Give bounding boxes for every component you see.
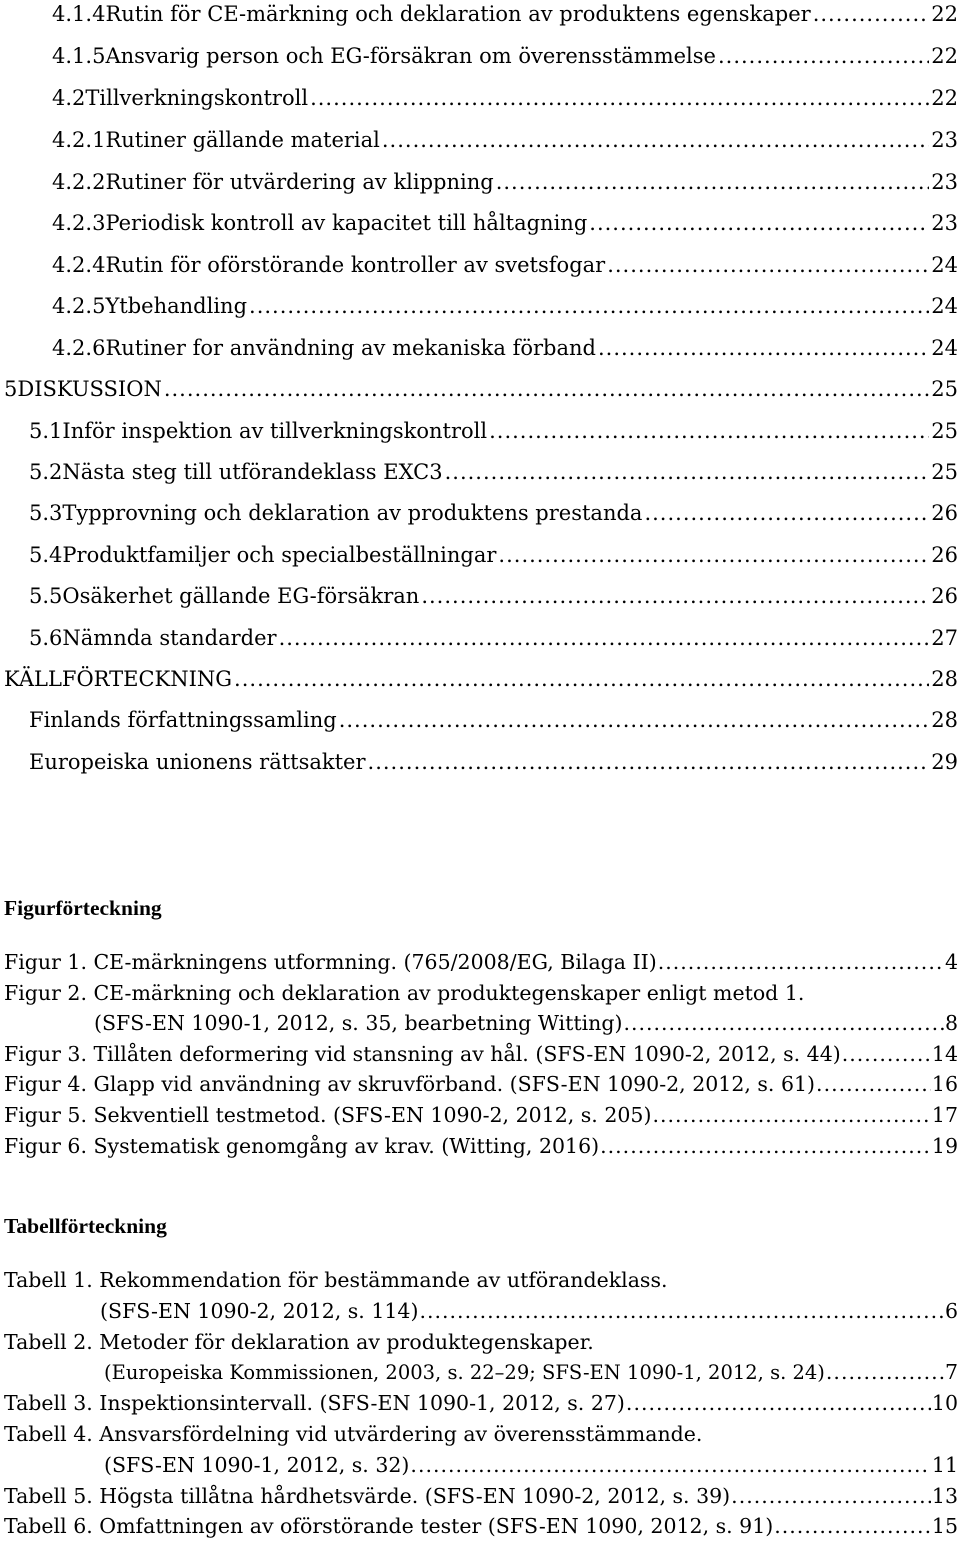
toc-page: 24 bbox=[931, 253, 958, 277]
toc-leader bbox=[279, 625, 930, 651]
toc-page: 27 bbox=[931, 626, 958, 650]
toc-leader bbox=[164, 376, 929, 402]
toc-number: 4.2.6 bbox=[52, 336, 106, 360]
table-caption-cont: (SFS-EN 1090-2, 2012, s. 114) bbox=[100, 1299, 419, 1323]
toc-leader bbox=[718, 43, 929, 69]
toc-page: 23 bbox=[931, 128, 958, 152]
toc-title: Ansvarig person och EG-försäkran om överensstämmelse bbox=[105, 44, 716, 68]
table-entry bbox=[100, 1298, 958, 1324]
toc-page: 29 bbox=[931, 750, 958, 774]
table-page: 15 bbox=[931, 1514, 958, 1538]
table-page: 10 bbox=[931, 1391, 958, 1415]
toc-entry bbox=[52, 169, 958, 195]
toc-page: 26 bbox=[931, 543, 958, 567]
toc-page: 22 bbox=[931, 44, 958, 68]
figure-leader bbox=[842, 1041, 931, 1067]
figure-leader bbox=[816, 1071, 931, 1097]
figure-leader bbox=[652, 1102, 930, 1128]
toc-number: 5 bbox=[4, 377, 18, 401]
toc-title: Produktfamiljer och specialbeställningar bbox=[62, 543, 497, 567]
toc-entry bbox=[29, 500, 958, 526]
toc-number: 5.3 bbox=[29, 501, 63, 525]
table-entry bbox=[4, 1513, 958, 1539]
figure-leader bbox=[658, 949, 944, 975]
table-leader bbox=[626, 1390, 931, 1416]
table-caption-cont: (SFS-EN 1090-1, 2012, s. 32) bbox=[104, 1453, 410, 1477]
toc-title: Rutin för CE-märkning och deklaration av produktens egenskaper bbox=[105, 2, 811, 26]
toc-entry bbox=[29, 418, 958, 444]
toc-leader bbox=[589, 210, 929, 236]
toc-leader bbox=[489, 418, 929, 444]
toc-page: 23 bbox=[931, 170, 958, 194]
toc-number: 5.2 bbox=[29, 460, 63, 484]
toc-page: 28 bbox=[931, 708, 958, 732]
table-page: 7 bbox=[944, 1360, 958, 1384]
toc-leader bbox=[368, 749, 930, 775]
table-entry bbox=[104, 1359, 958, 1386]
figure-page: 17 bbox=[931, 1103, 958, 1127]
toc-leader bbox=[813, 1, 930, 27]
toc-number: 4.2.3 bbox=[52, 211, 106, 235]
table-leader bbox=[826, 1359, 944, 1385]
figure-page: 14 bbox=[931, 1042, 958, 1066]
toc-title: Typprovning och deklaration av produktens prestanda bbox=[62, 501, 643, 525]
toc-entry bbox=[29, 459, 958, 485]
toc-entry bbox=[52, 293, 958, 319]
toc-title: Periodisk kontroll av kapacitet till håltagning bbox=[105, 211, 588, 235]
table-leader bbox=[419, 1298, 943, 1324]
toc-leader bbox=[607, 252, 929, 278]
toc-page: 22 bbox=[931, 2, 958, 26]
table-caption-cont: (Europeiska Kommissionen, 2003, s. 22–29; SFS-EN 1090-1, 2012, s. 24) bbox=[104, 1361, 825, 1384]
figure-entry bbox=[4, 1102, 958, 1128]
toc-leader bbox=[339, 707, 930, 733]
toc-entry bbox=[52, 252, 958, 278]
toc-entry bbox=[29, 707, 958, 733]
toc-number: 5.5 bbox=[29, 584, 63, 608]
toc-entry bbox=[29, 583, 958, 609]
figure-entry bbox=[4, 949, 958, 975]
toc-entry bbox=[52, 85, 958, 111]
figure-page: 19 bbox=[931, 1134, 958, 1158]
table-caption: Tabell 1. Rekommendation för bestämmande av utförandeklass. bbox=[4, 1268, 668, 1292]
toc-entry bbox=[52, 1, 958, 27]
toc-number: 5.4 bbox=[29, 543, 63, 567]
table-page: 13 bbox=[931, 1484, 958, 1508]
table-leader bbox=[410, 1452, 930, 1478]
toc-title: Osäkerhet gällande EG-försäkran bbox=[62, 584, 420, 608]
toc-title: Rutin för oförstörande kontroller av svetsfogar bbox=[105, 253, 606, 277]
toc-number: 4.1.5 bbox=[52, 44, 106, 68]
figure-page: 4 bbox=[944, 950, 958, 974]
tables-heading: Tabellförteckning bbox=[4, 1214, 167, 1238]
toc-leader bbox=[310, 85, 929, 111]
figure-caption: Figur 2. CE-märkning och deklaration av produktegenskaper enligt metod 1. bbox=[4, 981, 805, 1005]
toc-page: 25 bbox=[931, 460, 958, 484]
toc-title: Inför inspektion av tillverkningskontroll bbox=[62, 419, 488, 443]
toc-title: Europeiska unionens rättsakter bbox=[29, 750, 366, 774]
toc-leader bbox=[498, 542, 929, 568]
toc-page: 26 bbox=[931, 501, 958, 525]
table-entry bbox=[104, 1452, 958, 1478]
figure-caption: Figur 1. CE-märkningens utformning. (765/2008/EG, Bilaga II) bbox=[4, 950, 657, 974]
toc-page: 25 bbox=[931, 419, 958, 443]
toc-title: Rutiner gällande material bbox=[105, 128, 380, 152]
toc-entry bbox=[29, 542, 958, 568]
toc-page: 24 bbox=[931, 336, 958, 360]
toc-entry bbox=[4, 376, 958, 402]
figure-caption: Figur 4. Glapp vid användning av skruvförband. (SFS-EN 1090-2, 2012, s. 61) bbox=[4, 1072, 816, 1096]
table-caption: Tabell 4. Ansvarsfördelning vid utvärdering av överensstämmande. bbox=[4, 1422, 703, 1446]
toc-number: 4.2.5 bbox=[52, 294, 106, 318]
toc-entry bbox=[4, 666, 958, 692]
table-caption: Tabell 6. Omfattningen av oförstörande tester (SFS-EN 1090, 2012, s. 91) bbox=[4, 1514, 774, 1538]
toc-title: Ytbehandling bbox=[105, 294, 248, 318]
toc-title: DISKUSSION bbox=[17, 377, 162, 401]
toc-title: Finlands författningssamling bbox=[29, 708, 337, 732]
toc-page: 28 bbox=[931, 667, 958, 691]
table-entry bbox=[4, 1390, 958, 1416]
table-entry bbox=[4, 1483, 958, 1509]
figure-entry bbox=[4, 1071, 958, 1097]
table-caption: Tabell 5. Högsta tillåtna hårdhetsvärde. (SFS-EN 1090-2, 2012, s. 39) bbox=[4, 1484, 731, 1508]
toc-entry bbox=[52, 127, 958, 153]
toc-page: 25 bbox=[931, 377, 958, 401]
figure-page: 8 bbox=[944, 1011, 958, 1035]
toc-entry bbox=[29, 749, 958, 775]
toc-leader bbox=[598, 335, 929, 361]
toc-number: 4.2.2 bbox=[52, 170, 106, 194]
toc-title: Nästa steg till utförandeklass EXC3 bbox=[62, 460, 443, 484]
figure-caption: Figur 5. Sekventiell testmetod. (SFS-EN 1090-2, 2012, s. 205) bbox=[4, 1103, 652, 1127]
toc-entry bbox=[52, 210, 958, 236]
toc-leader bbox=[644, 500, 929, 526]
table-caption: Tabell 3. Inspektionsintervall. (SFS-EN 1090-1, 2012, s. 27) bbox=[4, 1391, 625, 1415]
figures-heading: Figurförteckning bbox=[4, 896, 162, 920]
toc-title: Nämnda standarder bbox=[62, 626, 277, 650]
toc-entry bbox=[52, 335, 958, 361]
toc-page: 22 bbox=[931, 86, 958, 110]
toc-title: Tillverkningskontroll bbox=[85, 86, 309, 110]
toc-number: 4.2 bbox=[52, 86, 86, 110]
toc-title: Rutiner for användning av mekaniska förband bbox=[105, 336, 596, 360]
figure-entry bbox=[4, 1133, 958, 1159]
toc-leader bbox=[234, 666, 929, 692]
toc-page: 24 bbox=[931, 294, 958, 318]
figure-entry bbox=[94, 1010, 958, 1036]
toc-number: 5.6 bbox=[29, 626, 63, 650]
toc-number: 4.1.4 bbox=[52, 2, 106, 26]
toc-page: 26 bbox=[931, 584, 958, 608]
toc-number: 4.2.4 bbox=[52, 253, 106, 277]
figure-caption-cont: (SFS-EN 1090-1, 2012, s. 35, bearbetning Witting) bbox=[94, 1011, 623, 1035]
figure-leader bbox=[600, 1133, 931, 1159]
table-leader bbox=[774, 1513, 931, 1539]
toc-entry bbox=[29, 625, 958, 651]
figure-caption: Figur 3. Tillåten deformering vid stansning av hål. (SFS-EN 1090-2, 2012, s. 44) bbox=[4, 1042, 841, 1066]
figure-caption: Figur 6. Systematisk genomgång av krav. (Witting, 2016) bbox=[4, 1134, 600, 1158]
figure-page: 16 bbox=[931, 1072, 958, 1096]
figure-leader bbox=[623, 1010, 944, 1036]
table-page: 11 bbox=[931, 1453, 958, 1477]
toc-leader bbox=[249, 293, 929, 319]
figure-entry bbox=[4, 1041, 958, 1067]
toc-entry bbox=[52, 43, 958, 69]
toc-leader bbox=[496, 169, 930, 195]
table-leader bbox=[731, 1483, 931, 1509]
toc-leader bbox=[382, 127, 929, 153]
toc-title: Rutiner för utvärdering av klippning bbox=[105, 170, 494, 194]
toc-number: 4.2.1 bbox=[52, 128, 106, 152]
toc-page: 23 bbox=[931, 211, 958, 235]
toc-title: KÄLLFÖRTECKNING bbox=[4, 667, 233, 691]
table-caption: Tabell 2. Metoder för deklaration av produktegenskaper. bbox=[4, 1330, 594, 1354]
toc-leader bbox=[421, 583, 929, 609]
toc-number: 5.1 bbox=[29, 419, 63, 443]
table-page: 6 bbox=[944, 1299, 958, 1323]
toc-leader bbox=[445, 459, 930, 485]
